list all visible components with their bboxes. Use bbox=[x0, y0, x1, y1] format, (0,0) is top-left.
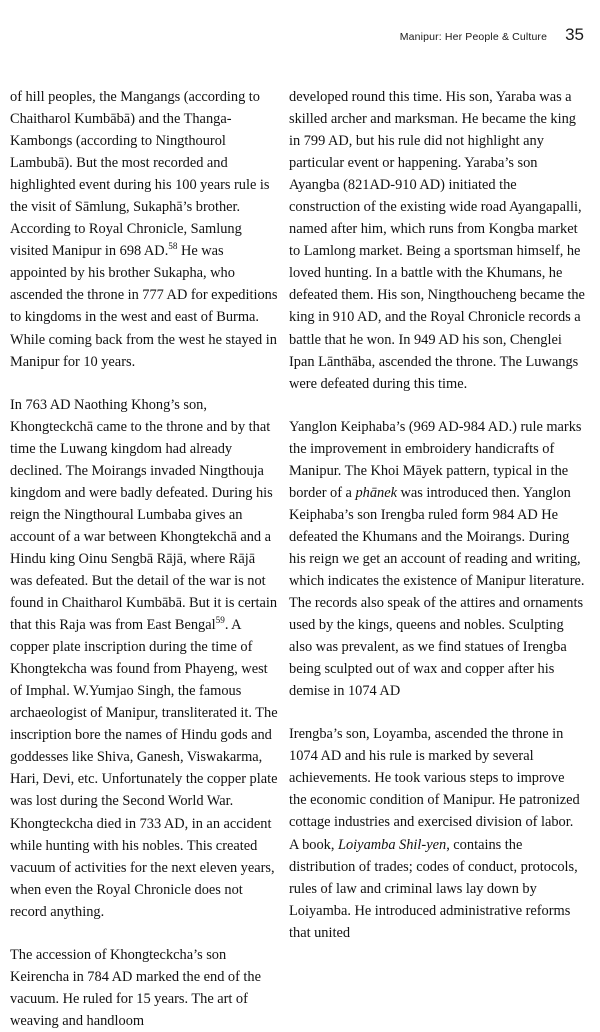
emphasis-term: Loiyamba Shil-yen bbox=[337, 836, 447, 853]
paragraph bbox=[10, 86, 278, 373]
paragraph bbox=[289, 86, 585, 395]
text-column-right bbox=[289, 86, 599, 941]
text-run: of hill peoples, the Mangangs (according to Chaitharol Kumbābā) and the Thanga-Kambongs (according to Ningthourol Lambubā). But the most recorded and highlighted event during his 100 years rule is the visit of Sāmlung, Sukaphā’s brother. According to Royal Chronicle, Samlung visited Manipur in 698 AD. bbox=[10, 89, 270, 260]
page-number: 35 bbox=[565, 25, 584, 44]
body-columns bbox=[0, 86, 600, 1029]
footnote-reference[interactable]: 59 bbox=[215, 615, 225, 626]
footnote-reference[interactable]: 58 bbox=[168, 241, 178, 252]
running-head bbox=[400, 26, 584, 43]
text-run: He was appointed by his brother Sukapha, who ascended the throne in 777 AD for expeditions to kingdoms in the west and east of Burma. While coming back from the west he stayed in Manipur for 10 years. bbox=[10, 243, 278, 370]
text-run: , contains the distribution of trades; codes of conduct, protocols, rules of law and criminal laws lay down by Loiyamba. He introduced administrative reforms that united bbox=[289, 836, 578, 941]
text-run: . A copper plate inscription during the time of Khongtekcha was found from Phayeng, west of Imphal. W.Yumjao Singh, the famous archaeologist of Manipur, transliterated it. The inscription bore the names of Hindu gods and goddesses like Shiva, Ganesh, Viswakarma, Hari, Devi, etc. Unfortunately the copper plate was lost during the Second World War. Khongteckcha died in 733 AD, in an accident while hunting with his nobles. This created vacuum of activities for the next eleven years, when even the Royal Chronicle does not record anything. bbox=[10, 617, 278, 920]
paragraph bbox=[289, 723, 585, 943]
paragraph bbox=[10, 944, 278, 1032]
paragraph bbox=[289, 416, 585, 703]
text-run: The accession of Khongteckcha’s son Keirencha in 784 AD marked the end of the vacuum. He ruled for 15 years. The art of weaving and handloom bbox=[10, 946, 261, 1029]
text-run: developed round this time. His son, Yaraba was a skilled archer and marksman. He became the king in 799 AD, but his rule did not highlight any particular event or happening. Yaraba’s son Ayangba (821AD-910 AD) initiated the construction of the existing wide road Ayangapalli, named after him, which runs from Kongba market to Lamlong market. Being a sportsman himself, he loved hunting. In a battle with the Khumans, he defeated them. His son, Ningthoucheng became the king in 910 AD, and the Royal Chronicle records a battle that he won. In 949 AD his son, Chenglei Ipan Lānthāba, ascended the throne. The Luwangs were defeated during this time. bbox=[289, 89, 585, 392]
book-title: Manipur: Her People & Culture bbox=[399, 31, 548, 43]
text-run: Yanglon Keiphaba’s (969 AD-984 AD.) rule marks the improvement in embroidery handicrafts of Manipur. The Khoi Māyek pattern, typical in the border of a bbox=[289, 418, 582, 501]
text-run: was introduced then. Yanglon Keiphaba’s son Irengba ruled form 984 AD He defeated the Khumans and the Moirangs. During his reign we get an account of reading and writing, which indicates the existence of Manipur literature. The records also speak of the attires and ornaments used by the kings, queens and nobles. Sculpting also was prevalent, as we find statues of Irengba being sculpted out of wax and copper after his demise in 1074 AD bbox=[289, 484, 585, 700]
text-column-left bbox=[0, 86, 289, 1029]
emphasis-term: phānek bbox=[355, 484, 397, 501]
paragraph bbox=[10, 394, 278, 923]
text-run: In 763 AD Naothing Khong’s son, Khongteckchā came to the throne and by that time the Luwang kingdom had already declined. The Moirangs invaded Ningthouja kingdom and were badly defeated. During his reign the Ningthoural Lumbaba gives an account of a war between Khongtekchā and a Hindu king Oinu Sengbā Rājā, where Rājā was defeated. But the detail of the war is not found in Chaitharol Kumbābā. But it is certain that this Raja was from East Bengal bbox=[10, 396, 278, 634]
text-run: Irengba’s son, Loyamba, ascended the throne in 1074 AD and his rule is marked by several achievements. He took various steps to improve the economic condition of Manipur. He patronized cottage industries and exercised division of labor. A book, bbox=[289, 726, 580, 853]
